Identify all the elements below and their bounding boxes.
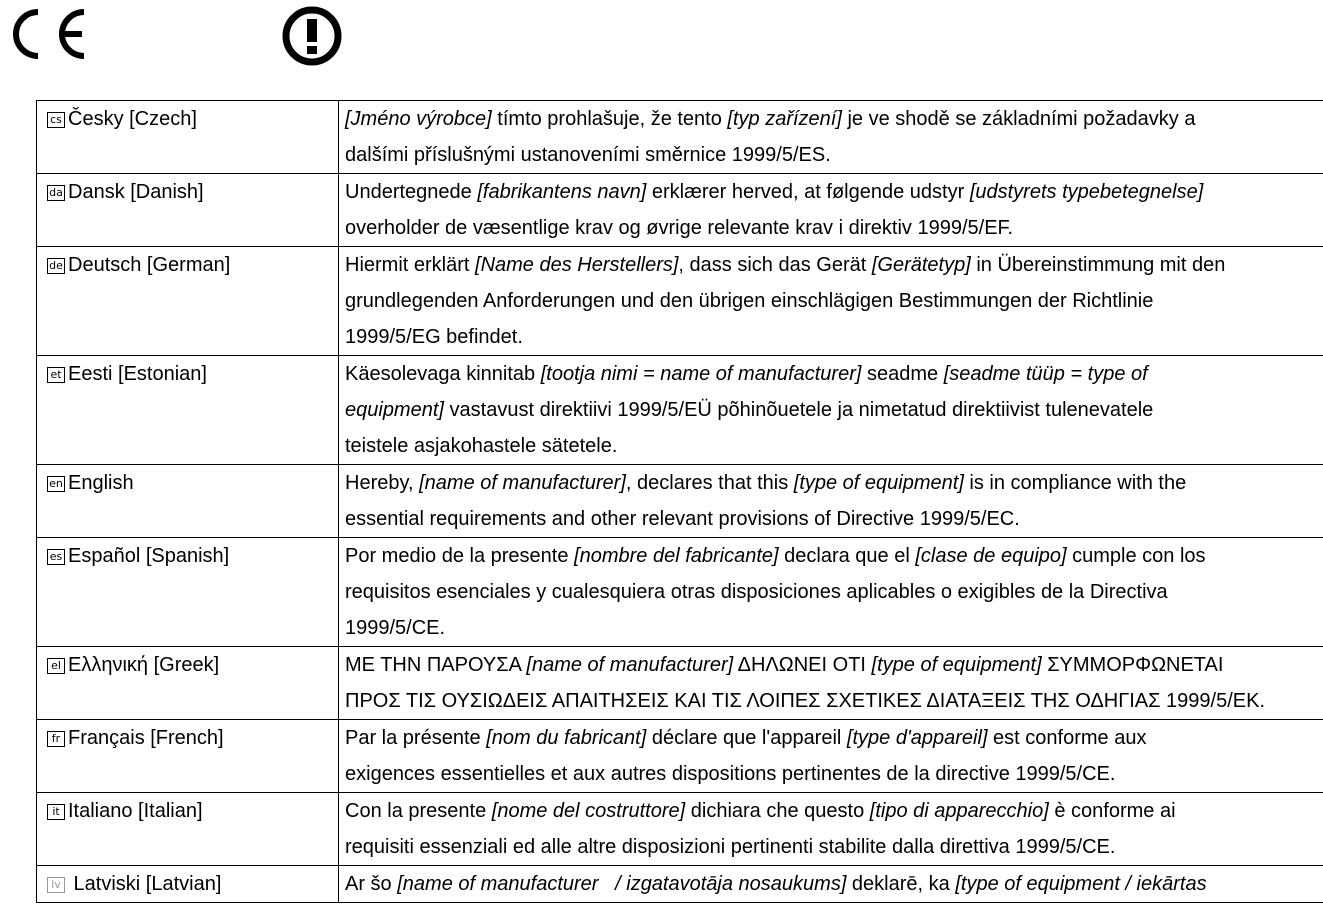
- placeholder-text: [Name des Herstellers]: [475, 254, 679, 276]
- language-cell: [37, 720, 339, 793]
- declaration-line: [345, 283, 1320, 319]
- declaration-text: declara que el: [778, 545, 916, 567]
- language-cell: [37, 647, 339, 720]
- declaration-text: è conforme ai: [1048, 800, 1176, 822]
- declaration-text: 1999/5/CE.: [345, 617, 446, 639]
- declaration-text: teistele asjakohastele sätetele.: [345, 435, 618, 457]
- declaration-text: is in compliance with the: [963, 472, 1187, 494]
- ce-mark-icon: [4, 6, 88, 62]
- declaration-text: exigences essentielles et aux autres dispositions pertinentes de la directive 1999/5/CE.: [345, 763, 1116, 785]
- language-label: Dansk [Danish]: [68, 181, 204, 203]
- declaration-text: in Übereinstimmung mit den: [970, 254, 1226, 276]
- language-code-badge: da: [47, 185, 65, 201]
- declaration-line: [345, 465, 1320, 501]
- placeholder-text: [clase de equipo]: [915, 545, 1067, 567]
- language-code-badge: fr: [47, 731, 65, 747]
- declaration-text: ΔΗΛΩΝΕΙ ΟΤΙ: [733, 654, 872, 676]
- declaration-text: je ve shodě se základními požadavky a: [841, 108, 1196, 130]
- placeholder-text: [tootja nimi = name of manufacturer]: [540, 363, 862, 385]
- declaration-line: [345, 501, 1320, 537]
- placeholder-text: [Gerätetyp]: [871, 254, 971, 276]
- language-code-badge: de: [47, 258, 65, 274]
- placeholder-text: [tipo di apparecchio]: [869, 800, 1049, 822]
- declaration-row-it: [37, 793, 1323, 866]
- language-cell: [37, 866, 339, 903]
- placeholder-text: [udstyrets typebetegnelse]: [969, 181, 1204, 203]
- declaration-line: [345, 793, 1320, 829]
- declaration-text-cell: [339, 356, 1323, 465]
- declaration-text: vastavust direktiivi 1999/5/EÜ põhinõuetele ja nimetatud direktiivist tulenevatele: [443, 399, 1154, 421]
- placeholder-text: [fabrikantens navn]: [477, 181, 647, 203]
- declaration-text: Con la presente: [345, 800, 492, 822]
- placeholder-text: [type of equipment / iekārtas: [955, 873, 1207, 895]
- declaration-text: seadme: [861, 363, 944, 385]
- declaration-row-en: [37, 465, 1323, 538]
- declaration-text: cumple con los: [1066, 545, 1206, 567]
- language-cell: [37, 538, 339, 647]
- declaration-row-lv: [37, 866, 1323, 903]
- declaration-text: tímto prohlašuje, že tento: [491, 108, 728, 130]
- declaration-text: essential requirements and other relevant provisions of Directive 1999/5/EC.: [345, 508, 1020, 530]
- declaration-text: Ar šo: [345, 873, 398, 895]
- declaration-text: requisiti essenziali ed alle altre disposizioni pertinenti stabilite dalla direttiva 1999/5/CE.: [345, 836, 1116, 858]
- language-cell: [37, 174, 339, 247]
- language-code-badge: et: [47, 367, 65, 383]
- declaration-text: deklarē, ka: [846, 873, 956, 895]
- declaration-text: , declares that this: [625, 472, 794, 494]
- declaration-line: [345, 174, 1320, 210]
- language-label: Latviski [Latvian]: [68, 873, 222, 895]
- declaration-text: requisitos esenciales y cualesquiera otras disposiciones aplicables o exigibles de la Directiva: [345, 581, 1168, 603]
- declaration-text-cell: [339, 720, 1323, 793]
- language-cell: [37, 247, 339, 356]
- declaration-row-de: [37, 247, 1323, 356]
- declaration-line: [345, 610, 1320, 646]
- declaration-text: Käesolevaga kinnitab: [345, 363, 541, 385]
- alert-exclamation-icon: [276, 6, 346, 66]
- declaration-text: overholder de væsentlige krav og øvrige relevante krav i direktiv 1999/5/EF.: [345, 217, 1014, 239]
- declaration-table: [36, 100, 1323, 903]
- declaration-text: ΣΥΜΜΟΡΦΩΝΕΤΑΙ: [1041, 654, 1224, 676]
- placeholder-text: [name of manufacturer / izgatavotāja nosaukums]: [397, 873, 847, 895]
- declaration-text: 1999/5/EG befindet.: [345, 326, 523, 348]
- language-cell: [37, 465, 339, 538]
- declaration-row-el: [37, 647, 1323, 720]
- declaration-line: [345, 756, 1320, 792]
- declaration-text: déclare que l'appareil: [646, 727, 847, 749]
- language-label: Français [French]: [68, 727, 224, 749]
- placeholder-text: [typ zařízení]: [727, 108, 842, 130]
- language-label: Eesti [Estonian]: [68, 363, 207, 385]
- declaration-text-cell: [339, 247, 1323, 356]
- declaration-text-cell: [339, 174, 1323, 247]
- placeholder-text: [Jméno výrobce]: [345, 108, 492, 130]
- language-code-badge: cs: [47, 112, 65, 128]
- language-code-badge: it: [47, 804, 65, 820]
- declaration-line: [345, 247, 1320, 283]
- language-code-badge: el: [47, 658, 65, 674]
- placeholder-text: equipment]: [345, 399, 444, 421]
- language-code-badge: es: [47, 549, 65, 565]
- declaration-text: ΜΕ ΤΗΝ ΠΑΡΟΥΣΑ: [345, 654, 527, 676]
- placeholder-text: [nome del costruttore]: [491, 800, 686, 822]
- declaration-text: Hiermit erklärt: [345, 254, 476, 276]
- placeholder-text: [type of equipment]: [871, 654, 1042, 676]
- language-label: Deutsch [German]: [68, 254, 231, 276]
- declaration-line: [345, 538, 1320, 574]
- declaration-row-da: [37, 174, 1323, 247]
- declaration-text: Par la présente: [345, 727, 487, 749]
- declaration-text: est conforme aux: [987, 727, 1147, 749]
- placeholder-text: [name of manufacturer]: [526, 654, 734, 676]
- declaration-text: grundlegenden Anforderungen und den übrigen einschlägigen Bestimmungen der Richtlinie: [345, 290, 1154, 312]
- declaration-line: [345, 683, 1320, 719]
- declaration-line: [345, 137, 1320, 173]
- language-label: Italiano [Italian]: [68, 800, 203, 822]
- placeholder-text: [nombre del fabricante]: [574, 545, 779, 567]
- declaration-table-body: [37, 101, 1323, 903]
- declaration-line: [345, 829, 1320, 865]
- declaration-text: Undertegnede: [345, 181, 478, 203]
- declaration-text-cell: [339, 101, 1323, 174]
- language-code-badge: lv: [47, 877, 65, 893]
- declaration-text: ΠΡΟΣ ΤΙΣ ΟΥΣΙΩΔΕΙΣ ΑΠΑΙΤΗΣΕΙΣ ΚΑΙ ΤΙΣ ΛΟΙΠΕΣ ΣΧΕΤΙΚΕΣ ΔΙΑΤΑΞΕΙΣ ΤΗΣ ΟΔΗΓΙΑΣ 1999/5/ΕΚ.: [345, 690, 1266, 712]
- declaration-text: erklærer herved, at følgende udstyr: [646, 181, 970, 203]
- declaration-line: [345, 210, 1320, 246]
- declaration-line: [345, 574, 1320, 610]
- declaration-line: [345, 101, 1320, 137]
- declaration-text: dichiara che questo: [685, 800, 870, 822]
- declaration-line: [345, 428, 1320, 464]
- declaration-line: [345, 356, 1320, 392]
- declaration-line: [345, 720, 1320, 756]
- language-cell: [37, 356, 339, 465]
- declaration-text-cell: [339, 793, 1323, 866]
- language-label: Español [Spanish]: [68, 545, 230, 567]
- language-cell: [37, 101, 339, 174]
- declaration-row-cs: [37, 101, 1323, 174]
- declaration-text: Por medio de la presente: [345, 545, 575, 567]
- declaration-text-cell: [339, 538, 1323, 647]
- language-code-badge: en: [47, 476, 65, 492]
- declaration-line: [345, 392, 1320, 428]
- declaration-line: [345, 647, 1320, 683]
- language-label: English: [68, 472, 134, 494]
- language-label: Česky [Czech]: [68, 108, 197, 130]
- declaration-text-cell: [339, 866, 1323, 903]
- placeholder-text: [type d'appareil]: [846, 727, 988, 749]
- declaration-text: Hereby,: [345, 472, 420, 494]
- placeholder-text: [type of equipment]: [793, 472, 964, 494]
- declaration-text-cell: [339, 465, 1323, 538]
- placeholder-text: [name of manufacturer]: [419, 472, 626, 494]
- language-cell: [37, 793, 339, 866]
- declaration-text: , dass sich das Gerät: [678, 254, 872, 276]
- declaration-row-et: [37, 356, 1323, 465]
- declaration-line: [345, 866, 1320, 902]
- declaration-row-es: [37, 538, 1323, 647]
- declaration-text: dalšími příslušnými ustanoveními směrnice 1999/5/ES.: [345, 144, 831, 166]
- declaration-row-fr: [37, 720, 1323, 793]
- declaration-line: [345, 319, 1320, 355]
- placeholder-text: [seadme tüüp = type of: [943, 363, 1148, 385]
- language-label: Ελληνική [Greek]: [68, 654, 220, 676]
- header-marks: [0, 0, 1323, 90]
- placeholder-text: [nom du fabricant]: [486, 727, 647, 749]
- declaration-text-cell: [339, 647, 1323, 720]
